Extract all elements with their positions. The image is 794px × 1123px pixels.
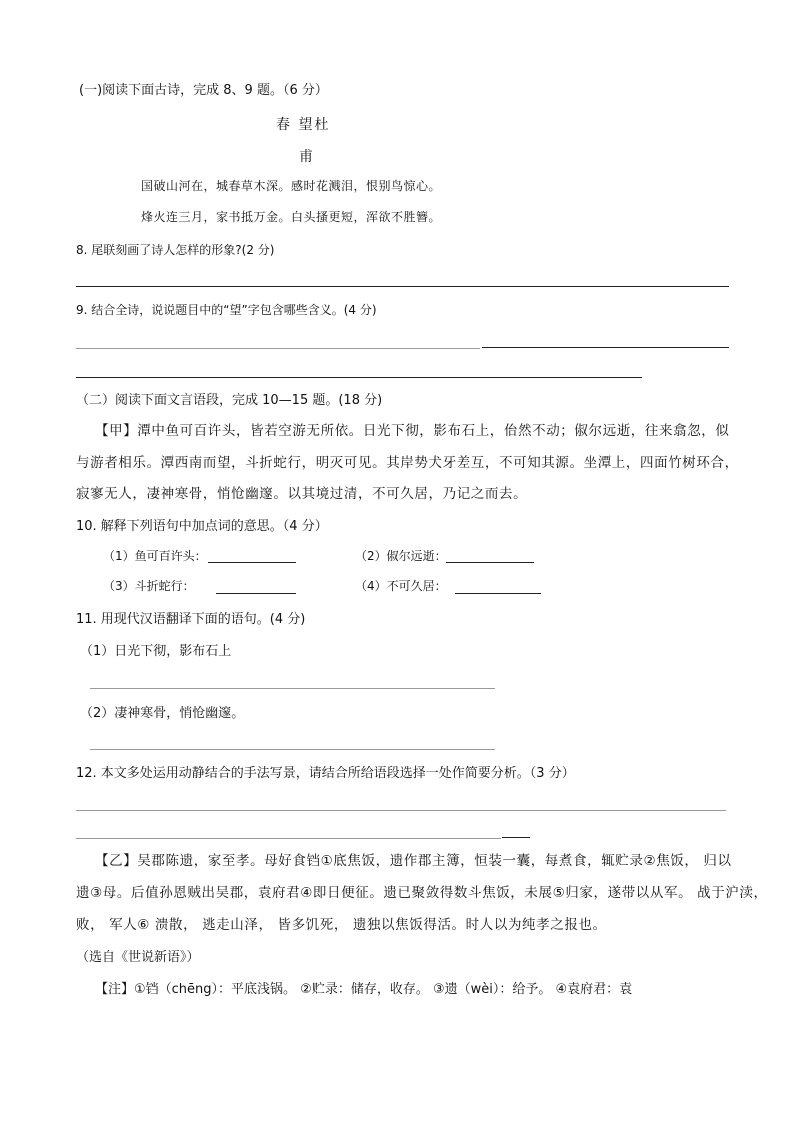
section2-header: （二）阅读下面文言语段，完成 10—15 题。(18 分) bbox=[76, 393, 383, 408]
answer-line-q10-2[interactable] bbox=[446, 562, 534, 563]
q10-item-3: （3）斗折蛇行： bbox=[103, 579, 195, 593]
answer-line-q10-3[interactable] bbox=[216, 593, 296, 594]
answer-line-q12-c[interactable] bbox=[502, 837, 530, 838]
source-citation: （选自《世说新语》） bbox=[76, 950, 200, 965]
answer-line-q11-2[interactable] bbox=[90, 749, 495, 750]
poem-line-1: 国破山河在，城春草木深。感时花溅泪，恨别鸟惊心。 bbox=[141, 179, 442, 193]
answer-line-q11-1[interactable] bbox=[90, 688, 495, 689]
passage-yi-line-1: 【乙】吴郡陈遗，家至孝。母好食铛①底焦饭，遗作郡主簿，恒装一囊，每煮食，辄贮录②焦饭， 归以 bbox=[95, 853, 732, 869]
section1-header: (一)阅读下面古诗，完成 8、9 题。（6 分） bbox=[79, 83, 328, 98]
answer-line-q12-b[interactable] bbox=[76, 838, 501, 839]
q11-item-1: （1）日光下彻，影布石上 bbox=[80, 644, 232, 659]
question-9: 9. 结合全诗，说说题目中的“望”字包含哪些含义。(4 分) bbox=[76, 303, 377, 317]
question-11: 11. 用现代汉语翻译下面的语句。(4 分) bbox=[76, 612, 306, 627]
question-8: 8. 尾联刻画了诗人怎样的形象?(2 分) bbox=[76, 243, 275, 257]
q10-item-2: （2）俶尔远逝： bbox=[355, 549, 447, 563]
passage-yi-line-3: 败， 军人⑥ 溃散， 逃走山泽， 皆多饥死， 遗独以焦饭得活。时人以为纯孝之报也。 bbox=[76, 917, 607, 933]
annotation-note: 【注】①铛（chēng）：平底浅锅。 ②贮录：储存，收存。 ③遗（wèi）：给予。 ④袁府君：袁 bbox=[95, 982, 633, 997]
poem-title: 春 望杜 bbox=[276, 117, 331, 133]
answer-line-q9-b[interactable] bbox=[482, 347, 729, 348]
poem-author: 甫 bbox=[299, 149, 315, 165]
q11-item-2: （2）凄神寒骨，悄怆幽邃。 bbox=[80, 706, 245, 721]
poem-line-2: 烽火连三月，家书抵万金。白头搔更短，浑欲不胜簪。 bbox=[141, 210, 442, 224]
answer-line-q10-1[interactable] bbox=[208, 562, 296, 563]
q10-item-1: （1）鱼可百许头： bbox=[103, 549, 207, 563]
q10-item-4: （4）不可久居： bbox=[355, 579, 447, 593]
passage-yi-line-2: 遗③母。后值孙恩贼出吴郡，袁府君④即日便征。遗已聚敛得数斗焦饭，未展⑤归家，遂带以从军。 战于沪渎， bbox=[76, 885, 768, 901]
passage-jia-line-1: 【甲】潭中鱼可百许头，皆若空游无所依。日光下彻，影布石上，佁然不动；俶尔远逝，往来翕忽，似 bbox=[95, 423, 730, 439]
answer-line-q12-a[interactable] bbox=[76, 810, 726, 811]
answer-line-q8[interactable] bbox=[76, 286, 729, 287]
question-10: 10. 解释下列语句中加点词的意思。（4 分） bbox=[76, 519, 328, 534]
passage-jia-line-3: 寂寥无人，凄神寒骨，悄怆幽邃。以其境过清，不可久居，乃记之而去。 bbox=[76, 486, 528, 502]
answer-line-q9-a[interactable] bbox=[76, 348, 480, 349]
passage-jia-line-2: 与游者相乐。潭西南而望，斗折蛇行，明灭可见。其岸势犬牙差互，不可知其源。坐潭上，四面竹树环合， bbox=[76, 455, 739, 471]
question-12: 12. 本文多处运用动静结合的手法写景，请结合所给语段选择一处作简要分析。（3 分） bbox=[76, 766, 575, 781]
answer-line-q10-4[interactable] bbox=[455, 593, 541, 594]
answer-line-q9-c[interactable] bbox=[76, 377, 642, 378]
